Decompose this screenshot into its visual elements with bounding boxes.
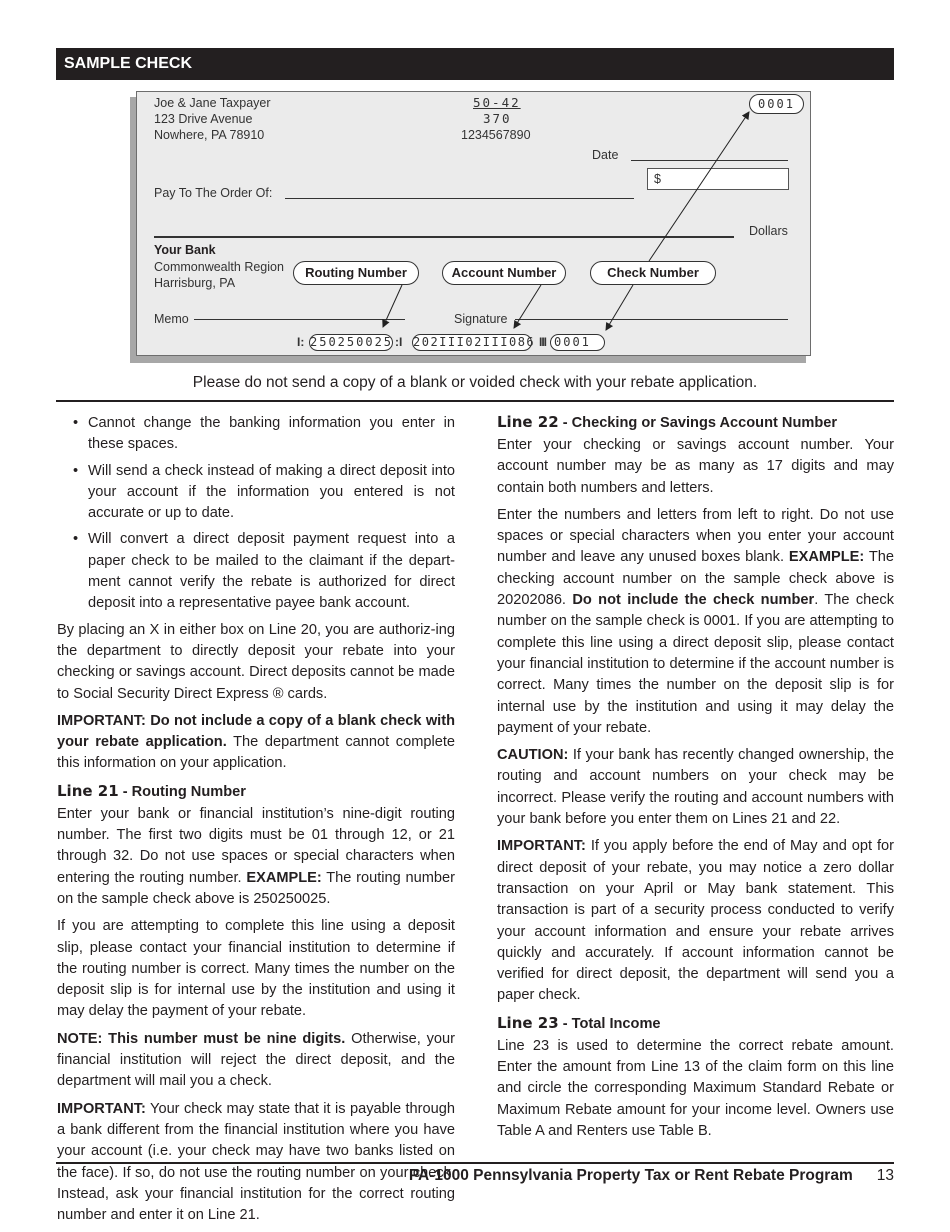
left-column [57,413,455,1232]
micr-check-number: 0001 [550,334,605,351]
line21-heading: Line 21 - Routing Number [57,781,246,800]
line21-paragraph-1: Enter your bank or financial institution’s nine-digit routing number. The first two digits must be 01 through 12, or 21 through 32. Do not use spaces or special characters when entering the routing number. EXAMPLE: The routing number on the sample check above is 250250025. [57,805,455,907]
bullet-list [57,413,455,615]
account-arrow [514,285,541,328]
line23-heading: Line 23 - Total Income [497,1013,661,1032]
check-number-callout: Check Number [590,261,716,285]
fraction-bottom: 370 [483,111,512,126]
check-number-top: 0001 [749,94,804,114]
bank-city: Harrisburg, PA [154,276,236,290]
right-column [497,412,894,1148]
date-label: Date [592,148,619,162]
bullet-item: • Cannot change the banking information you enter in these spaces. [88,413,455,456]
routing-arrow [383,285,402,327]
line22-paragraph-2: Enter the numbers and letters from left to right. Do not use spaces or special characters when you enter your account number and leave any unused boxes blank. EXAMPLE: The checking account number on the sample check above is 20202086. Do not include the check number. The check number on the sample check is 0001. If you are attempting to complete this line using a direct deposit slip, please contact your financial institution to determine if the account number is correct. Many times the number on the deposit slip is for internal use by the institution and using it may delay the payment of your rebate. [497,506,894,736]
pay-to-label: Pay To The Order Of: [154,186,273,200]
check-arrow-bottom [606,285,633,330]
page-footer [409,1167,894,1185]
line21-note: NOTE: This number must be nine digits. Otherwise, your financial institution will reject the direct deposit, and the department will mail you a check. [57,1030,456,1090]
fraction-top: 50-42 [473,95,521,110]
memo-label: Memo [154,312,189,326]
line22-paragraph-1: Enter your checking or savings account number. Your account number may be as many as 17 digits and may contain both numbers and letters. [497,437,894,496]
fraction-id: 1234567890 [461,128,531,142]
footer-rule [56,1162,894,1164]
routing-number-callout: Routing Number [293,261,419,285]
micr-routing-prefix: I: [297,335,305,349]
micr-check-prefix: III [539,335,547,349]
payer-name: Joe & Jane Taxpayer [154,96,271,110]
line21-paragraph-2: If you are attempting to complete this line using a deposit slip, please contact your financial institution to determine if the routing number is correct. Many times the number on the deposit slip is for internal use by the institution and using it may delay the payment of your rebate. [57,918,455,1020]
section-header-sample-check: SAMPLE CHECK [56,48,894,80]
dollars-label: Dollars [749,224,788,238]
line21-important: IMPORTANT: Your check may state that it is payable through a bank different from the financial institution where you have your account (i.e. your check may have two banks listed on the face). If so, do not use the routing number on your check. Instead, ask your financial institution for the correct routing number and enter it on Line 21. [57,1100,455,1224]
line22-important: IMPORTANT: If you apply before the end of May and opt for direct deposit of your rebate, you may notice a zero dollar transaction on your April or May bank statement. This transaction is part of a security process conducted to verify your account information and ensure your rebate arrives quickly and accurately. If account information cannot be verified for direct deposit, the department will send you a paper check. [497,838,894,1004]
line23-paragraph: Line 23 is used to determine the correct rebate amount. Enter the amount from Line 13 of the claim form on this line and circle the corresponding Maximum Standard Rebate or Maximum Rebate amount for your income level. Owners use Table A and Renters use Table B. [497,1037,894,1139]
line22-heading: Line 22 - Checking or Savings Account Number [497,413,838,431]
dollar-sign: $ [654,172,661,186]
bullet-item: • Will convert a direct deposit payment request into a paper check to be mailed to the claimant if the depart-ment cannot verify the rebate is authorized for direct deposit into a representative payee bank account. [88,529,455,614]
payer-city: Nowhere, PA 78910 [154,128,265,142]
account-number-callout: Account Number [442,261,566,285]
micr-routing-suffix: :I [395,335,403,349]
footer-title: PA-1000 Pennsylvania Property Tax or Rent Rebate Program [408,1167,853,1184]
bank-region: Commonwealth Region [154,260,284,274]
micr-account-number: 202III02III086 [413,335,536,349]
bank-name: Your Bank [154,243,216,257]
line22-caution: CAUTION: If your bank has recently changed ownership, the routing and account numbers on your check may be incorrect. Please verify the routing and account numbers with your bank before you enter them on Lines 21 and 22. [497,747,894,828]
check-arrow-top [649,112,749,261]
bullet-item: • Will send a check instead of making a direct deposit into your account if the information you entered is not accurate or up to date. [88,461,455,525]
authorize-paragraph: By placing an X in either box on Line 20, you are authoriz-ing the department to directly deposit your rebate into your checking or savings account. Direct deposits cannot be made to Social Security Direct Express ® cards. [57,621,455,702]
micr-routing-number: 250250025 [310,335,394,349]
payer-street: 123 Drive Avenue [154,112,253,126]
page-number: 13 [876,1167,894,1184]
check-caption: Please do not send a copy of a blank or voided check with your rebate application. [192,374,758,391]
important-blank-check-paragraph: IMPORTANT: Do not include a copy of a blank check with your rebate application. The department cannot complete this information on your application. [57,712,455,772]
sample-check [136,91,811,356]
signature-label: Signature [454,312,508,326]
caption-rule [56,400,894,402]
callout-arrows [137,92,812,357]
